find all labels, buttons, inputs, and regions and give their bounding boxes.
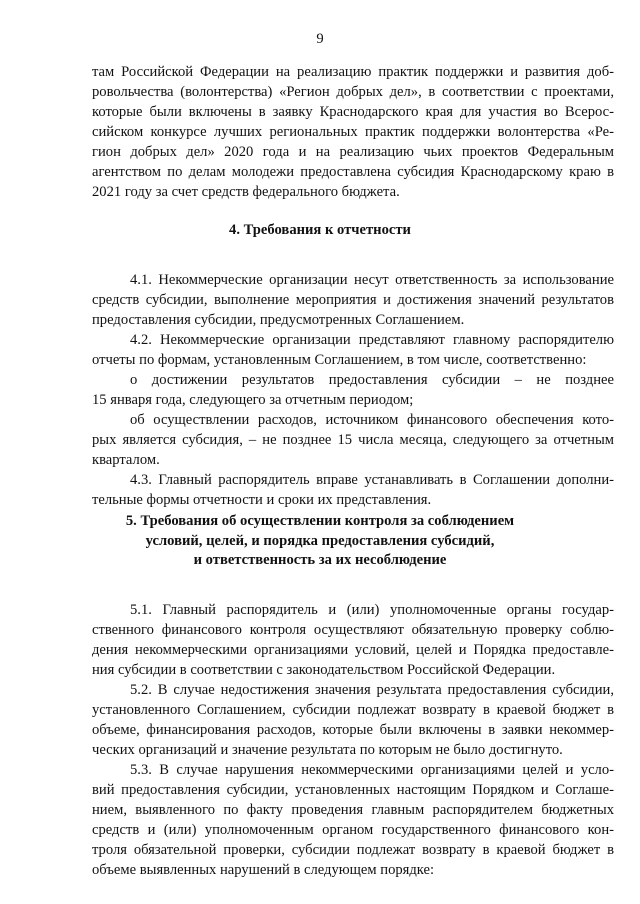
text-line: нием, выявленного по факту проведения главным распорядителем бюджетных <box>92 802 614 818</box>
text-line: сийском конкурсе лучших региональных практик поддержки волонтерства «Ре- <box>92 124 614 140</box>
heading-line: и ответственность за их несоблюдение <box>193 552 447 568</box>
section-4-body <box>92 270 614 510</box>
text-line: рых является субсидия, – не позднее 15 числа месяца, следующего за отчетным <box>92 432 614 448</box>
text-line: о достижении результатов предоставления субсидии – не позднее <box>130 372 614 388</box>
text-line: дения некоммерческими организациями условий, целей и Порядка предоставле- <box>92 642 614 658</box>
text-line: 2021 году за счет средств федерального бюджета. <box>92 184 400 200</box>
intro-paragraph <box>92 62 614 202</box>
text-line: 4.3. Главный распорядитель вправе устанавливать в Соглашении дополни- <box>130 472 614 488</box>
text-line: гион добрых дел» 2020 года и на реализацию чьих проектов Федеральным <box>92 144 614 160</box>
text-line: 4.1. Некоммерческие организации несут ответственность за использование <box>130 272 614 288</box>
text-line: агентством по делам молодежи предоставлена субсидия Краснодарскому краю в <box>92 164 614 180</box>
text-line: тельные формы отчетности и сроки их представления. <box>92 492 432 508</box>
text-line: объеме выявленных нарушений в следующем порядке: <box>92 862 435 878</box>
text-line: ния субсидии в соответствии с законодательством Российской Федерации. <box>92 662 556 678</box>
text-line: 5.3. В случае нарушения некоммерческими организациями целей и усло- <box>130 762 614 778</box>
text-line: там Российской Федерации на реализацию практик поддержки и развития доб- <box>92 64 614 80</box>
text-line: объеме, финансирования расходов, которые были включены в заявки некоммер- <box>92 722 614 738</box>
text-line: кварталом. <box>92 452 160 468</box>
text-line: средств и (или) уполномоченным органом государственного финансового кон- <box>92 822 614 838</box>
text-line: вий предоставления субсидии, установленных настоящим Порядком и Соглаше- <box>92 782 614 798</box>
text-line: 5.2. В случае недостижения значения результата предоставления субсидии, <box>130 682 614 698</box>
text-line: установленного Соглашением, субсидии подлежат возврату в краевой бюджет в <box>92 702 614 718</box>
section-5-body <box>92 600 614 880</box>
text-line: об осуществлении расходов, источником финансового обеспечения кото- <box>130 412 614 428</box>
text-line: отчеты по формам, установленным Соглашением, в том числе, соответственно: <box>92 352 587 368</box>
text-line: средств субсидии, выполнение мероприятия и достижения значений результатов <box>92 292 614 308</box>
page-number: 9 <box>316 31 324 47</box>
text-line: которые были включены в заявку Краснодарского края для участия во Всерос- <box>92 104 614 120</box>
section-4-heading: 4. Требования к отчетности <box>229 222 411 238</box>
text-line: троля обязательной проверки, субсидии подлежат возврату в краевой бюджет в <box>92 842 614 858</box>
heading-line: условий, целей, и порядка предоставления субсидий, <box>145 532 495 549</box>
text-line: 5.1. Главный распорядитель и (или) уполномоченные органы государ- <box>130 602 614 618</box>
heading-line: 5. Требования об осуществлении контроля за соблюдением <box>125 513 515 529</box>
text-line: 15 января года, следующего за отчетным периодом; <box>92 392 414 408</box>
text-line: ровольчества (волонтерства) «Регион добрых дел», в соответствии с проектами, <box>92 84 614 100</box>
section-5-heading <box>0 512 640 571</box>
text-line: предоставления субсидии, предусмотренных Соглашением. <box>92 312 465 328</box>
text-line: ческих организаций и значение результата по которым не было достигнуто. <box>92 742 563 758</box>
text-line: ственного финансового контроля осуществляют обязательную проверку соблю- <box>92 622 614 638</box>
text-line: 4.2. Некоммерческие организации представляют главному распорядителю <box>130 332 614 348</box>
